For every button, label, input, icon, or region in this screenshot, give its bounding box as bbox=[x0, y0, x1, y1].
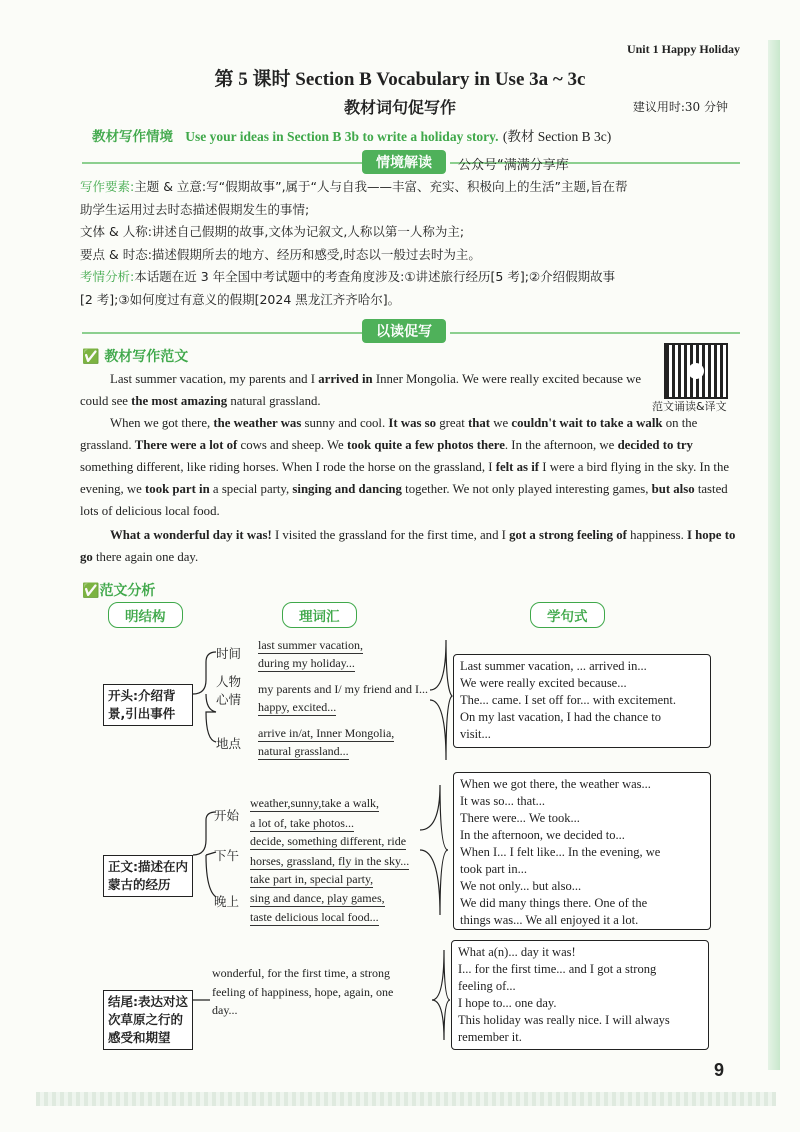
sentence-pattern: Last summer vacation, ... arrived in... bbox=[460, 659, 647, 673]
model-title-text: 教材写作范文 bbox=[104, 349, 189, 365]
sentence-pattern: feeling of... bbox=[458, 979, 516, 993]
topic-source: (教材 Section B 3c) bbox=[502, 129, 612, 144]
analysis-label-elements: 写作要素: bbox=[80, 179, 135, 194]
sentence-pattern: When I... I felt like... In the evening, we bbox=[460, 845, 661, 859]
sentence-pattern: visit... bbox=[460, 727, 491, 741]
tag-vocabulary: 理词汇 bbox=[282, 602, 357, 628]
vocab-item: arrive in/at, Inner Mongolia, bbox=[258, 726, 395, 740]
vocab-item: taste delicious local food... bbox=[250, 910, 379, 924]
vocab-item: feeling of happiness, hope, again, one bbox=[212, 985, 394, 999]
qr-caption: 范文诵读&译文 bbox=[652, 400, 727, 413]
sentence-pattern: things was... We all enjoyed it a lot. bbox=[460, 913, 639, 927]
section-pill-context: 情境解读 bbox=[362, 150, 446, 174]
cat-people: 人物 bbox=[216, 674, 242, 689]
sentence-pattern: We were really excited because... bbox=[460, 676, 627, 690]
vocab-item: horses, grassland, fly in the sky... bbox=[250, 854, 410, 868]
unit-header: Unit 1 Happy Holiday bbox=[626, 42, 740, 56]
sentence-pattern: We not only... but also... bbox=[460, 879, 582, 893]
vocab-item: happy, excited... bbox=[258, 700, 337, 714]
sentence-pattern: In the afternoon, we decided to... bbox=[460, 828, 625, 842]
cat-time: 时间 bbox=[216, 646, 242, 661]
sentence-pattern: When we got there, the weather was... bbox=[460, 777, 651, 791]
vocab-item: weather,sunny,take a walk, bbox=[250, 796, 380, 810]
watermark-text: 公众号“满满分享库 bbox=[458, 158, 569, 173]
sentence-pattern: There were... We took... bbox=[460, 811, 580, 825]
structure-end: 结尾:表达对这次草原之行的感受和期望 bbox=[103, 990, 193, 1050]
tag-sentences: 学句式 bbox=[530, 602, 605, 628]
topic-text: Use your ideas in Section B 3b to write a holiday story. bbox=[185, 129, 499, 144]
sentence-pattern: I hope to... one day. bbox=[458, 996, 557, 1010]
sentence-box-body bbox=[453, 772, 711, 930]
structure-start: 开头:介绍背景,引出事件 bbox=[103, 684, 193, 726]
page-title: 第 5 课时 Section B Vocabulary in Use 3a ~ 3c bbox=[214, 69, 586, 90]
sentence-pattern: remember it. bbox=[458, 1030, 522, 1044]
vocab-item: natural grassland... bbox=[258, 744, 349, 758]
vocab-item: during my holiday... bbox=[258, 656, 355, 670]
sentence-pattern: This holiday was really nice. I will always bbox=[458, 1013, 670, 1027]
tag-structure: 明结构 bbox=[108, 602, 183, 628]
essay-paragraph-2: When we got there, the weather was sunny and cool. It was so great that we couldn't wait to take a walk on the grassland. There were a lot of cows and sheep. We took quite a few photos there. In the afternoon, we decided to try something different, like riding horses. When I rode the horse on the grassland, I felt as if I were a bird flying in the sky. In the evening, we took part in a special party, singing and dancing together. We not only played interesting games, but also tasted lots of delicious local food. bbox=[80, 416, 730, 518]
page-number: 9 bbox=[713, 1060, 724, 1080]
sentence-pattern: What a(n)... day it was! bbox=[458, 945, 576, 959]
vocab-item: sing and dance, play games, bbox=[250, 891, 385, 905]
analysis-line: 要点 & 时态:描述假期所去的地方、经历和感受,时态以一般过去时为主。 bbox=[80, 246, 481, 262]
cat-evening: 晚上 bbox=[214, 894, 240, 909]
vocab-item: day... bbox=[212, 1003, 238, 1017]
analysis-line: 主题 & 立意:写“假期故事”,属于“人与自我——丰富、充实、积极向上的生活”主题,旨在帮 bbox=[134, 179, 628, 194]
analysis-line: 本话题在近 3 年全国中考试题中的考查角度涉及:①讲述旅行经历[5 考];②介绍假期故事 bbox=[134, 269, 616, 284]
analysis-line: 助学生运用过去时态描述假期发生的事情; bbox=[80, 201, 310, 217]
cat-begin: 开始 bbox=[214, 808, 240, 823]
analysis-title-text: 范文分析 bbox=[99, 583, 156, 599]
sentence-pattern: We did many things there. One of the bbox=[460, 896, 648, 910]
vocab-item: last summer vacation, bbox=[258, 638, 363, 652]
sentence-pattern: took part in... bbox=[460, 862, 528, 876]
analysis-label-exam: 考情分析: bbox=[80, 269, 135, 284]
cat-mood: 心情 bbox=[216, 692, 242, 707]
sentence-pattern: I... for the first time... and I got a strong bbox=[458, 962, 657, 976]
cat-afternoon: 下午 bbox=[214, 848, 240, 863]
topic-label: 教材写作情境 bbox=[92, 129, 173, 145]
check-icon: ✅ bbox=[82, 583, 100, 599]
page-subtitle: 教材词句促写作 bbox=[343, 98, 456, 117]
vocab-item: wonderful, for the first time, a strong bbox=[212, 966, 390, 980]
sentence-box-end bbox=[451, 940, 709, 1050]
vocab-item: take part in, special party, bbox=[250, 872, 374, 886]
essay-paragraph-3: What a wonderful day it was! I visited the grassland for the first time, and I got a strong feeling of happiness. I hope to go there again one day. bbox=[80, 528, 736, 564]
vocab-item: decide, something different, ride bbox=[250, 834, 407, 848]
section-pill-read-write: 以读促写 bbox=[362, 319, 446, 343]
time-note: 建议用时:30 分钟 bbox=[632, 100, 728, 114]
sentence-pattern: On my last vacation, I had the chance to bbox=[460, 710, 661, 724]
vocab-item: my parents and I/ my friend and I... bbox=[258, 682, 428, 696]
cat-place: 地点 bbox=[216, 736, 242, 751]
sentence-pattern: It was so... that... bbox=[460, 794, 546, 808]
vocab-item: a lot of, take photos... bbox=[250, 816, 354, 830]
check-icon: ✅ bbox=[82, 349, 100, 365]
analysis-line: 文体 & 人称:讲述自己假期的故事,文体为记叙文,人称以第一人称为主; bbox=[80, 224, 465, 239]
analysis-line: [2 考];③如何度过有意义的假期[2024 黑龙江齐齐哈尔]。 bbox=[80, 291, 401, 307]
structure-body: 正文:描述在内蒙古的经历 bbox=[103, 855, 193, 897]
sentence-box-start bbox=[453, 654, 711, 748]
sentence-pattern: The... came. I set off for... with excitement. bbox=[460, 693, 677, 707]
essay-paragraph-1: Last summer vacation, my parents and I arrived in Inner Mongolia. We were really excited because we could see the most amazing natural grassland. bbox=[80, 372, 642, 408]
